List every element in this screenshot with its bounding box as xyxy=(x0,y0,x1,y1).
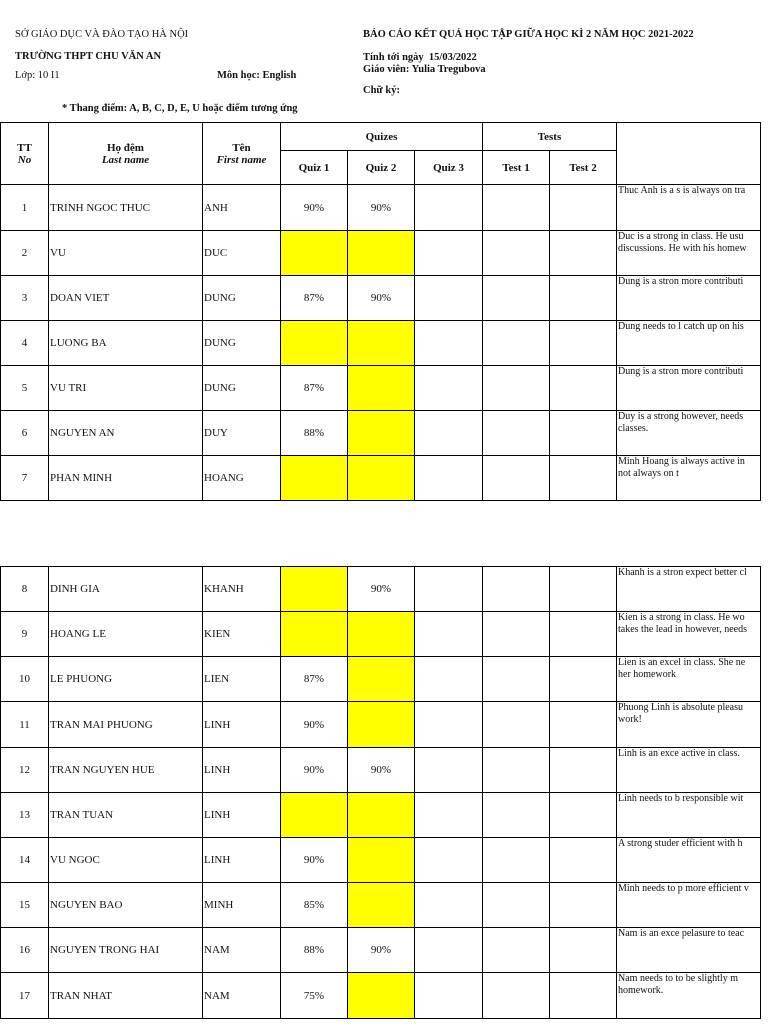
test1-score xyxy=(483,456,550,501)
teacher-comment-text: Kien is a strong in class. He wo takes the lead in however, needs xyxy=(618,612,747,635)
teacher-comment-text: Dung needs to l catch up on his xyxy=(618,321,744,332)
student-last-name: LUONG BA xyxy=(49,321,203,366)
col-header-quiz2: Quiz 2 xyxy=(348,151,415,185)
student-row xyxy=(1,567,761,612)
teacher-comment xyxy=(617,185,761,231)
test1-score xyxy=(483,973,550,1019)
col-group-quizes: Quizes xyxy=(281,123,483,151)
quiz1-score: 85% xyxy=(281,883,348,928)
report-title: BÁO CÁO KẾT QUẢ HỌC TẬP GIỮA HỌC KÌ 2 NĂM HỌC 2021-2022 xyxy=(363,29,694,40)
student-first-name: DUC xyxy=(203,231,281,276)
teacher-comment-text: Linh needs to b responsible wit xyxy=(618,793,744,804)
quiz1-score xyxy=(281,231,348,276)
col-header-first-name xyxy=(203,123,281,185)
teacher-comment-text: A strong studer efficient with h xyxy=(618,838,743,849)
quiz2-score xyxy=(348,321,415,366)
student-row xyxy=(1,321,761,366)
col-header-ten: Tên xyxy=(232,141,251,154)
test2-score xyxy=(550,567,617,612)
test1-score xyxy=(483,657,550,702)
test1-score xyxy=(483,748,550,793)
student-last-name: TRAN TUAN xyxy=(49,793,203,838)
quiz2-score xyxy=(348,657,415,702)
student-last-name: VU TRI xyxy=(49,366,203,411)
quiz1-score xyxy=(281,321,348,366)
grading-scale-note: * Thang điểm: A, B, C, D, E, U hoặc điểm tương ứng xyxy=(62,103,298,114)
quiz3-score xyxy=(415,702,483,748)
quiz1-score xyxy=(281,612,348,657)
test2-score xyxy=(550,883,617,928)
quiz3-score xyxy=(415,366,483,411)
student-last-name: DOAN VIET xyxy=(49,276,203,321)
col-header-comments xyxy=(617,123,761,185)
col-group-tests: Tests xyxy=(483,123,617,151)
test1-score xyxy=(483,185,550,231)
col-header-tt: TT xyxy=(17,141,32,154)
quiz3-score xyxy=(415,321,483,366)
student-first-name: LINH xyxy=(203,702,281,748)
teacher-comment xyxy=(617,411,761,456)
test2-score xyxy=(550,657,617,702)
quiz2-score: 90% xyxy=(348,928,415,973)
subject-label: Môn học: English xyxy=(217,70,297,81)
teacher-comment xyxy=(617,838,761,883)
quiz2-score: 90% xyxy=(348,748,415,793)
student-first-name: DUNG xyxy=(203,321,281,366)
test2-score xyxy=(550,973,617,1019)
quiz3-score xyxy=(415,456,483,501)
student-row xyxy=(1,973,761,1019)
teacher-comment xyxy=(617,973,761,1019)
test1-score xyxy=(483,276,550,321)
quiz2-score xyxy=(348,973,415,1019)
quiz2-score xyxy=(348,702,415,748)
test1-score xyxy=(483,928,550,973)
quiz3-score xyxy=(415,748,483,793)
quiz3-score xyxy=(415,231,483,276)
grades-table-part-2 xyxy=(0,566,749,1024)
quiz1-score: 87% xyxy=(281,657,348,702)
quiz3-score xyxy=(415,793,483,838)
report-date xyxy=(363,52,477,63)
quiz3-score xyxy=(415,928,483,973)
student-no: 7 xyxy=(1,456,49,501)
teacher-comment-text: Phuong Linh is absolute pleasu work! xyxy=(618,702,743,725)
teacher-comment-text: Thuc Anh is a s is always on tra xyxy=(618,185,746,196)
student-last-name: PHAN MINH xyxy=(49,456,203,501)
test1-score xyxy=(483,702,550,748)
test1-score xyxy=(483,567,550,612)
teacher-comment-text: Minh Hoang is always active in not always on t xyxy=(618,456,745,479)
teacher-comment-text: Lien is an excel in class. She ne her homework xyxy=(618,657,746,680)
quiz2-score xyxy=(348,883,415,928)
student-last-name: LE PHUONG xyxy=(49,657,203,702)
teacher-comment-text: Minh needs to p more efficient v xyxy=(618,883,749,894)
class-label: Lớp: 10 I1 xyxy=(15,70,60,81)
quiz2-score xyxy=(348,231,415,276)
student-no: 8 xyxy=(1,567,49,612)
quiz3-score xyxy=(415,883,483,928)
student-row xyxy=(1,231,761,276)
quiz1-score: 75% xyxy=(281,973,348,1019)
quiz2-score xyxy=(348,366,415,411)
quiz3-score xyxy=(415,973,483,1019)
student-last-name: TRINH NGOC THUC xyxy=(49,185,203,231)
grades-table xyxy=(0,122,761,501)
col-header-last-name xyxy=(49,123,203,185)
test2-score xyxy=(550,748,617,793)
student-last-name: TRAN NHAT xyxy=(49,973,203,1019)
student-last-name: NGUYEN TRONG HAI xyxy=(49,928,203,973)
test2-score xyxy=(550,702,617,748)
student-row xyxy=(1,928,761,973)
student-no: 1 xyxy=(1,185,49,231)
quiz1-score: 87% xyxy=(281,276,348,321)
teacher-comment-text: Khanh is a stron expect better cl xyxy=(618,567,747,578)
date-label: Tính tới ngày xyxy=(363,52,424,63)
col-header-test2: Test 2 xyxy=(550,151,617,185)
teacher-comment-text: Dung is a stron more contributi xyxy=(618,366,744,377)
student-first-name: DUY xyxy=(203,411,281,456)
quiz3-score xyxy=(415,185,483,231)
teacher-comment xyxy=(617,612,761,657)
student-row xyxy=(1,793,761,838)
student-no: 5 xyxy=(1,366,49,411)
quiz1-score xyxy=(281,793,348,838)
grades-table-part-1 xyxy=(0,122,747,502)
student-last-name: TRAN NGUYEN HUE xyxy=(49,748,203,793)
quiz1-score: 90% xyxy=(281,838,348,883)
student-no: 15 xyxy=(1,883,49,928)
student-first-name: NAM xyxy=(203,973,281,1019)
student-row xyxy=(1,185,761,231)
student-first-name: LIEN xyxy=(203,657,281,702)
student-first-name: DUNG xyxy=(203,276,281,321)
teacher-comment-text: Linh is an exce active in class. xyxy=(618,748,740,759)
quiz1-score: 88% xyxy=(281,928,348,973)
quiz3-score xyxy=(415,276,483,321)
quiz1-score: 90% xyxy=(281,185,348,231)
quiz2-score xyxy=(348,411,415,456)
teacher-comment xyxy=(617,883,761,928)
student-first-name: LINH xyxy=(203,838,281,883)
grades-table-continued xyxy=(0,566,761,1019)
student-row xyxy=(1,366,761,411)
department-name: SỞ GIÁO DỤC VÀ ĐÀO TẠO HÀ NỘI xyxy=(15,29,189,40)
teacher-comment xyxy=(617,366,761,411)
quiz2-score xyxy=(348,838,415,883)
student-no: 9 xyxy=(1,612,49,657)
test2-score xyxy=(550,231,617,276)
teacher-comment xyxy=(617,231,761,276)
student-no: 6 xyxy=(1,411,49,456)
teacher-comment xyxy=(617,276,761,321)
teacher-comment xyxy=(617,456,761,501)
quiz3-score xyxy=(415,567,483,612)
date-value: 15/03/2022 xyxy=(428,52,477,63)
student-first-name: KIEN xyxy=(203,612,281,657)
student-no: 4 xyxy=(1,321,49,366)
student-row xyxy=(1,456,761,501)
student-row xyxy=(1,702,761,748)
student-row xyxy=(1,748,761,793)
student-no: 10 xyxy=(1,657,49,702)
teacher-comment xyxy=(617,702,761,748)
test1-score xyxy=(483,883,550,928)
student-no: 11 xyxy=(1,702,49,748)
quiz1-score: 88% xyxy=(281,411,348,456)
test1-score xyxy=(483,838,550,883)
teacher-comment-text: Duc is a strong in class. He usu discussions. He with his homew xyxy=(618,231,747,254)
school-name: TRƯỜNG THPT CHU VĂN AN xyxy=(15,51,162,62)
quiz1-score xyxy=(281,567,348,612)
quiz3-score xyxy=(415,838,483,883)
teacher-label: Giáo viên: Yulia Tregubova xyxy=(363,64,486,75)
student-last-name: HOANG LE xyxy=(49,612,203,657)
student-no: 14 xyxy=(1,838,49,883)
col-header-test1: Test 1 xyxy=(483,151,550,185)
student-first-name: LINH xyxy=(203,748,281,793)
student-row xyxy=(1,411,761,456)
test2-score xyxy=(550,366,617,411)
col-header-first-name-en: First name xyxy=(216,153,267,166)
test1-score xyxy=(483,793,550,838)
student-no: 13 xyxy=(1,793,49,838)
student-first-name: NAM xyxy=(203,928,281,973)
test2-score xyxy=(550,928,617,973)
teacher-comment-text: Duy is a strong however, needs classes. xyxy=(618,411,744,434)
quiz1-score: 87% xyxy=(281,366,348,411)
test1-score xyxy=(483,366,550,411)
test2-score xyxy=(550,321,617,366)
test2-score xyxy=(550,185,617,231)
quiz2-score: 90% xyxy=(348,185,415,231)
student-no: 12 xyxy=(1,748,49,793)
teacher-comment-text: Dung is a stron more contributi xyxy=(618,276,744,287)
quiz3-score xyxy=(415,411,483,456)
quiz2-score: 90% xyxy=(348,567,415,612)
test2-score xyxy=(550,612,617,657)
student-last-name: NGUYEN BAO xyxy=(49,883,203,928)
teacher-comment xyxy=(617,321,761,366)
student-row xyxy=(1,276,761,321)
student-last-name: VU NGOC xyxy=(49,838,203,883)
student-no: 2 xyxy=(1,231,49,276)
student-first-name: DUNG xyxy=(203,366,281,411)
test1-score xyxy=(483,231,550,276)
teacher-comment xyxy=(617,748,761,793)
student-row xyxy=(1,657,761,702)
col-header-no xyxy=(1,123,49,185)
teacher-comment xyxy=(617,928,761,973)
student-last-name: TRAN MAI PHUONG xyxy=(49,702,203,748)
student-first-name: KHANH xyxy=(203,567,281,612)
student-last-name: VU xyxy=(49,231,203,276)
teacher-comment xyxy=(617,567,761,612)
student-no: 17 xyxy=(1,973,49,1019)
student-no: 16 xyxy=(1,928,49,973)
test2-score xyxy=(550,456,617,501)
quiz2-score: 90% xyxy=(348,276,415,321)
student-no: 3 xyxy=(1,276,49,321)
quiz3-score xyxy=(415,657,483,702)
student-first-name: HOANG xyxy=(203,456,281,501)
test2-score xyxy=(550,793,617,838)
teacher-comment xyxy=(617,657,761,702)
teacher-comment xyxy=(617,793,761,838)
student-first-name: LINH xyxy=(203,793,281,838)
test2-score xyxy=(550,838,617,883)
student-first-name: ANH xyxy=(203,185,281,231)
quiz3-score xyxy=(415,612,483,657)
col-header-last-name-en: Last name xyxy=(101,153,150,166)
teacher-comment-text: Nam is an exce pelasure to teac xyxy=(618,928,745,939)
student-last-name: NGUYEN AN xyxy=(49,411,203,456)
student-row xyxy=(1,883,761,928)
quiz1-score xyxy=(281,456,348,501)
student-last-name: DINH GIA xyxy=(49,567,203,612)
quiz2-score xyxy=(348,456,415,501)
student-first-name: MINH xyxy=(203,883,281,928)
test2-score xyxy=(550,411,617,456)
col-header-ho-dem: Họ đệm xyxy=(107,141,144,154)
test1-score xyxy=(483,411,550,456)
test1-score xyxy=(483,612,550,657)
signature-label: Chữ ký: xyxy=(363,85,400,96)
quiz2-score xyxy=(348,612,415,657)
student-row xyxy=(1,612,761,657)
quiz1-score: 90% xyxy=(281,748,348,793)
quiz2-score xyxy=(348,793,415,838)
quiz1-score: 90% xyxy=(281,702,348,748)
test2-score xyxy=(550,276,617,321)
teacher-comment-text: Nam needs to to be slightly m homework. xyxy=(618,973,738,996)
col-header-no-en: No xyxy=(17,153,32,166)
col-header-quiz3: Quiz 3 xyxy=(415,151,483,185)
student-row xyxy=(1,838,761,883)
col-header-quiz1: Quiz 1 xyxy=(281,151,348,185)
test1-score xyxy=(483,321,550,366)
